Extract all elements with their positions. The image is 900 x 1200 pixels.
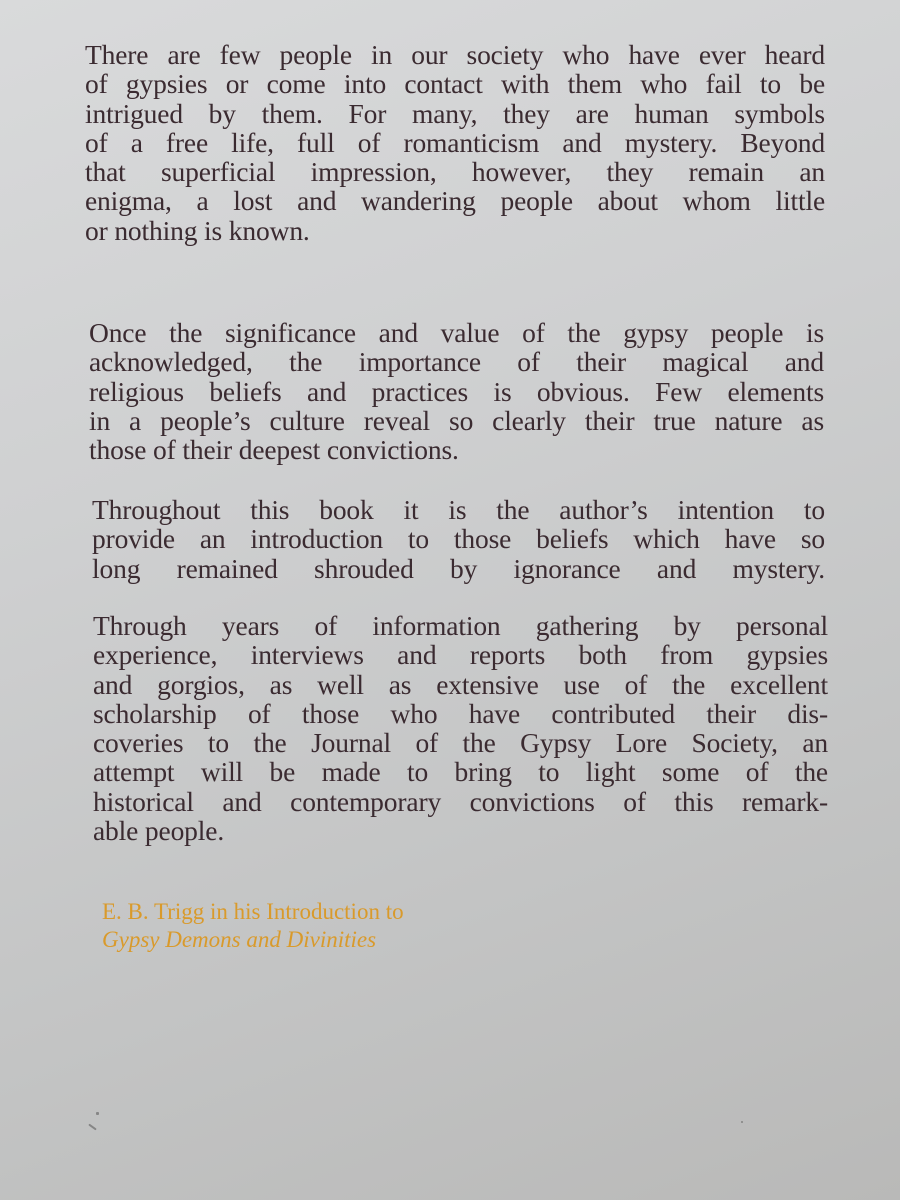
text-line: intrigued by them. For many, they are human symbols (85, 97, 825, 129)
paragraph-intro (85, 40, 825, 245)
paragraph-research (93, 611, 828, 845)
text-line: coveries to the Journal of the Gypsy Lore Society, an (93, 727, 828, 759)
attribution (102, 898, 404, 954)
text-line: or nothing is known. (85, 214, 310, 246)
text-line: acknowledged, the importance of their magical and (89, 346, 824, 378)
text-line: historical and contemporary convictions of this remark- (93, 785, 828, 817)
text-line: of gypsies or come into contact with them who fail to be (85, 68, 825, 100)
text-line: There are few people in our society who have ever heard (85, 39, 825, 70)
text-line: those of their deepest convictions. (89, 434, 459, 466)
attribution-byline: E. B. Trigg in his Introduction to (102, 899, 404, 924)
paragraph-intention (92, 495, 825, 583)
text-line: scholarship of those who have contributed their dis- (93, 697, 828, 729)
text-line: and gorgios, as well as extensive use of the excellent (93, 668, 828, 700)
paragraph-significance (89, 318, 824, 464)
text-line: long remained shrouded by ignorance and mystery. (92, 552, 825, 584)
text-line: provide an introduction to those beliefs which have so (92, 523, 825, 555)
text-line: religious beliefs and practices is obvious. Few elements (89, 375, 824, 407)
attribution-book-title: Gypsy Demons and Divinities (102, 927, 377, 952)
text-line: experience, interviews and reports both from gypsies (93, 639, 828, 671)
text-line: Once the significance and value of the gypsy people is (89, 317, 824, 348)
text-line: Throughout this book it is the author’s intention to (92, 494, 825, 525)
paper-speck (96, 1112, 99, 1115)
text-line: able people. (93, 815, 225, 847)
text-line: attempt will be made to bring to light some of the (93, 756, 828, 788)
text-line: Through years of information gathering by personal (93, 610, 828, 641)
text-line: enigma, a lost and wandering people about whom little (85, 185, 825, 217)
paper-speck (741, 1121, 743, 1123)
text-line: of a free life, full of romanticism and mystery. Beyond (85, 126, 825, 158)
text-line: that superficial impression, however, they remain an (85, 156, 825, 188)
paper-speck (88, 1124, 97, 1131)
text-line: in a people’s culture reveal so clearly their true nature as (89, 404, 824, 436)
